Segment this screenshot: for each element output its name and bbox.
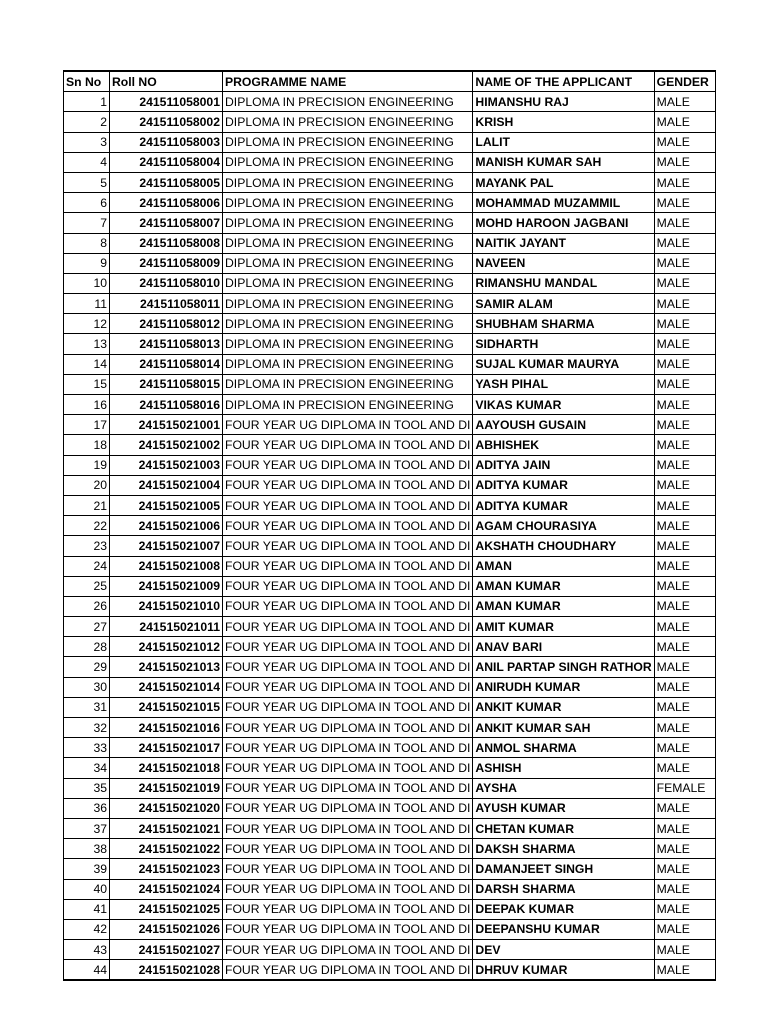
- cell-roll-no: 241511058009: [110, 253, 223, 273]
- cell-sn-no: 31: [64, 697, 110, 717]
- cell-gender: MALE: [654, 253, 715, 273]
- cell-roll-no: 241511058007: [110, 213, 223, 233]
- cell-gender: MALE: [654, 940, 715, 960]
- cell-programme-name: FOUR YEAR UG DIPLOMA IN TOOL AND DI: [223, 758, 473, 778]
- cell-sn-no: 36: [64, 798, 110, 818]
- cell-roll-no: 241515021017: [110, 738, 223, 758]
- table-row: [64, 516, 716, 536]
- cell-sn-no: 12: [64, 314, 110, 334]
- table-row: [64, 637, 716, 657]
- cell-applicant-name: NAITIK JAYANT: [473, 233, 654, 253]
- cell-sn-no: 26: [64, 596, 110, 616]
- cell-roll-no: 241515021011: [110, 617, 223, 637]
- table-row: [64, 334, 716, 354]
- cell-gender: MALE: [654, 172, 715, 192]
- cell-sn-no: 27: [64, 617, 110, 637]
- cell-applicant-name: MANISH KUMAR SAH: [473, 152, 654, 172]
- cell-roll-no: 241515021026: [110, 919, 223, 939]
- cell-applicant-name: ANKIT KUMAR SAH: [473, 718, 654, 738]
- cell-roll-no: 241515021010: [110, 596, 223, 616]
- cell-gender: MALE: [654, 314, 715, 334]
- cell-programme-name: DIPLOMA IN PRECISION ENGINEERING: [223, 314, 473, 334]
- cell-programme-name: DIPLOMA IN PRECISION ENGINEERING: [223, 213, 473, 233]
- cell-applicant-name: AKSHATH CHOUDHARY: [473, 536, 654, 556]
- cell-programme-name: FOUR YEAR UG DIPLOMA IN TOOL AND DI: [223, 495, 473, 515]
- cell-programme-name: DIPLOMA IN PRECISION ENGINEERING: [223, 112, 473, 132]
- cell-applicant-name: RIMANSHU MANDAL: [473, 273, 654, 293]
- cell-roll-no: 241515021008: [110, 556, 223, 576]
- cell-applicant-name: DAKSH SHARMA: [473, 839, 654, 859]
- table-row: [64, 112, 716, 132]
- cell-sn-no: 8: [64, 233, 110, 253]
- cell-gender: MALE: [654, 395, 715, 415]
- table-row: [64, 213, 716, 233]
- cell-roll-no: 241515021027: [110, 940, 223, 960]
- table-row: [64, 415, 716, 435]
- cell-roll-no: 241515021021: [110, 818, 223, 838]
- cell-programme-name: FOUR YEAR UG DIPLOMA IN TOOL AND DI: [223, 798, 473, 818]
- cell-programme-name: FOUR YEAR UG DIPLOMA IN TOOL AND DI: [223, 435, 473, 455]
- cell-applicant-name: ASHISH: [473, 758, 654, 778]
- cell-gender: MALE: [654, 718, 715, 738]
- cell-roll-no: 241511058013: [110, 334, 223, 354]
- cell-sn-no: 38: [64, 839, 110, 859]
- table-row: [64, 556, 716, 576]
- cell-roll-no: 241511058001: [110, 92, 223, 112]
- cell-programme-name: FOUR YEAR UG DIPLOMA IN TOOL AND DI: [223, 919, 473, 939]
- cell-roll-no: 241511058002: [110, 112, 223, 132]
- table-row: [64, 677, 716, 697]
- cell-sn-no: 21: [64, 495, 110, 515]
- cell-gender: MALE: [654, 92, 715, 112]
- cell-gender: MALE: [654, 758, 715, 778]
- table-row: [64, 596, 716, 616]
- cell-gender: MALE: [654, 919, 715, 939]
- cell-sn-no: 19: [64, 455, 110, 475]
- cell-gender: MALE: [654, 354, 715, 374]
- cell-sn-no: 32: [64, 718, 110, 738]
- applicant-table: [63, 70, 716, 981]
- cell-applicant-name: HIMANSHU RAJ: [473, 92, 654, 112]
- cell-sn-no: 39: [64, 859, 110, 879]
- cell-sn-no: 33: [64, 738, 110, 758]
- cell-applicant-name: AMAN KUMAR: [473, 596, 654, 616]
- cell-gender: MALE: [654, 415, 715, 435]
- cell-roll-no: 241511058008: [110, 233, 223, 253]
- cell-sn-no: 3: [64, 132, 110, 152]
- cell-programme-name: DIPLOMA IN PRECISION ENGINEERING: [223, 132, 473, 152]
- cell-programme-name: DIPLOMA IN PRECISION ENGINEERING: [223, 233, 473, 253]
- cell-programme-name: FOUR YEAR UG DIPLOMA IN TOOL AND DI: [223, 576, 473, 596]
- cell-applicant-name: SUJAL KUMAR MAURYA: [473, 354, 654, 374]
- cell-programme-name: DIPLOMA IN PRECISION ENGINEERING: [223, 193, 473, 213]
- cell-programme-name: FOUR YEAR UG DIPLOMA IN TOOL AND DI: [223, 455, 473, 475]
- table-row: [64, 778, 716, 798]
- table-row: [64, 455, 716, 475]
- table-row: [64, 818, 716, 838]
- cell-sn-no: 42: [64, 919, 110, 939]
- cell-roll-no: 241515021006: [110, 516, 223, 536]
- header-applicant-name: NAME OF THE APPLICANT: [473, 71, 654, 92]
- table-row: [64, 92, 716, 112]
- header-programme-name: PROGRAMME NAME: [223, 71, 473, 92]
- cell-roll-no: 241515021015: [110, 697, 223, 717]
- cell-applicant-name: ANIRUDH KUMAR: [473, 677, 654, 697]
- cell-programme-name: FOUR YEAR UG DIPLOMA IN TOOL AND DI: [223, 617, 473, 637]
- cell-programme-name: FOUR YEAR UG DIPLOMA IN TOOL AND DI: [223, 960, 473, 981]
- cell-gender: MALE: [654, 213, 715, 233]
- cell-applicant-name: AMIT KUMAR: [473, 617, 654, 637]
- cell-gender: MALE: [654, 596, 715, 616]
- cell-gender: MALE: [654, 798, 715, 818]
- cell-applicant-name: ADITYA KUMAR: [473, 475, 654, 495]
- cell-gender: MALE: [654, 435, 715, 455]
- cell-gender: MALE: [654, 152, 715, 172]
- cell-applicant-name: DAMANJEET SINGH: [473, 859, 654, 879]
- cell-gender: MALE: [654, 455, 715, 475]
- cell-programme-name: FOUR YEAR UG DIPLOMA IN TOOL AND DI: [223, 879, 473, 899]
- cell-applicant-name: AGAM CHOURASIYA: [473, 516, 654, 536]
- cell-gender: MALE: [654, 374, 715, 394]
- cell-applicant-name: ADITYA KUMAR: [473, 495, 654, 515]
- cell-programme-name: DIPLOMA IN PRECISION ENGINEERING: [223, 253, 473, 273]
- cell-applicant-name: CHETAN KUMAR: [473, 818, 654, 838]
- cell-sn-no: 9: [64, 253, 110, 273]
- table-row: [64, 738, 716, 758]
- cell-programme-name: FOUR YEAR UG DIPLOMA IN TOOL AND DI: [223, 718, 473, 738]
- table-row: [64, 273, 716, 293]
- cell-applicant-name: MOHAMMAD MUZAMMIL: [473, 193, 654, 213]
- cell-gender: MALE: [654, 637, 715, 657]
- cell-roll-no: 241515021018: [110, 758, 223, 778]
- cell-programme-name: FOUR YEAR UG DIPLOMA IN TOOL AND DI: [223, 778, 473, 798]
- cell-gender: MALE: [654, 556, 715, 576]
- cell-roll-no: 241515021013: [110, 657, 223, 677]
- cell-programme-name: FOUR YEAR UG DIPLOMA IN TOOL AND DI: [223, 899, 473, 919]
- table-row: [64, 475, 716, 495]
- cell-applicant-name: DEV: [473, 940, 654, 960]
- header-gender: GENDER: [654, 71, 715, 92]
- table-row: [64, 758, 716, 778]
- cell-programme-name: FOUR YEAR UG DIPLOMA IN TOOL AND DI: [223, 697, 473, 717]
- cell-programme-name: DIPLOMA IN PRECISION ENGINEERING: [223, 172, 473, 192]
- cell-roll-no: 241511058011: [110, 294, 223, 314]
- cell-applicant-name: ANAV BARI: [473, 637, 654, 657]
- cell-programme-name: DIPLOMA IN PRECISION ENGINEERING: [223, 92, 473, 112]
- cell-sn-no: 40: [64, 879, 110, 899]
- cell-sn-no: 24: [64, 556, 110, 576]
- cell-programme-name: DIPLOMA IN PRECISION ENGINEERING: [223, 334, 473, 354]
- cell-applicant-name: YASH PIHAL: [473, 374, 654, 394]
- cell-sn-no: 25: [64, 576, 110, 596]
- cell-sn-no: 13: [64, 334, 110, 354]
- cell-programme-name: FOUR YEAR UG DIPLOMA IN TOOL AND DI: [223, 677, 473, 697]
- cell-roll-no: 241515021004: [110, 475, 223, 495]
- cell-applicant-name: MOHD HAROON JAGBANI: [473, 213, 654, 233]
- table-row: [64, 354, 716, 374]
- table-row: [64, 798, 716, 818]
- cell-gender: MALE: [654, 657, 715, 677]
- cell-roll-no: 241511058016: [110, 395, 223, 415]
- table-row: [64, 435, 716, 455]
- cell-programme-name: FOUR YEAR UG DIPLOMA IN TOOL AND DI: [223, 516, 473, 536]
- cell-applicant-name: SHUBHAM SHARMA: [473, 314, 654, 334]
- table-row: [64, 395, 716, 415]
- cell-sn-no: 43: [64, 940, 110, 960]
- cell-sn-no: 29: [64, 657, 110, 677]
- cell-applicant-name: ABHISHEK: [473, 435, 654, 455]
- cell-roll-no: 241511058014: [110, 354, 223, 374]
- cell-gender: MALE: [654, 818, 715, 838]
- cell-roll-no: 241515021003: [110, 455, 223, 475]
- cell-gender: MALE: [654, 516, 715, 536]
- cell-roll-no: 241515021022: [110, 839, 223, 859]
- cell-programme-name: FOUR YEAR UG DIPLOMA IN TOOL AND DI: [223, 657, 473, 677]
- cell-programme-name: FOUR YEAR UG DIPLOMA IN TOOL AND DI: [223, 738, 473, 758]
- cell-gender: MALE: [654, 879, 715, 899]
- table-row: [64, 253, 716, 273]
- cell-roll-no: 241515021001: [110, 415, 223, 435]
- table-row: [64, 718, 716, 738]
- table-row: [64, 132, 716, 152]
- table-row: [64, 152, 716, 172]
- cell-roll-no: 241515021007: [110, 536, 223, 556]
- table-row: [64, 940, 716, 960]
- cell-gender: FEMALE: [654, 778, 715, 798]
- cell-gender: MALE: [654, 839, 715, 859]
- cell-programme-name: DIPLOMA IN PRECISION ENGINEERING: [223, 294, 473, 314]
- cell-applicant-name: NAVEEN: [473, 253, 654, 273]
- table-row: [64, 172, 716, 192]
- cell-applicant-name: SAMIR ALAM: [473, 294, 654, 314]
- cell-sn-no: 2: [64, 112, 110, 132]
- cell-applicant-name: KRISH: [473, 112, 654, 132]
- cell-applicant-name: AYUSH KUMAR: [473, 798, 654, 818]
- cell-programme-name: DIPLOMA IN PRECISION ENGINEERING: [223, 152, 473, 172]
- cell-applicant-name: ANIL PARTAP SINGH RATHOR: [473, 657, 654, 677]
- cell-sn-no: 14: [64, 354, 110, 374]
- cell-programme-name: FOUR YEAR UG DIPLOMA IN TOOL AND DI: [223, 475, 473, 495]
- cell-programme-name: FOUR YEAR UG DIPLOMA IN TOOL AND DI: [223, 556, 473, 576]
- cell-gender: MALE: [654, 677, 715, 697]
- cell-roll-no: 241515021009: [110, 576, 223, 596]
- cell-sn-no: 22: [64, 516, 110, 536]
- cell-roll-no: 241515021024: [110, 879, 223, 899]
- cell-programme-name: DIPLOMA IN PRECISION ENGINEERING: [223, 395, 473, 415]
- table-row: [64, 233, 716, 253]
- cell-programme-name: DIPLOMA IN PRECISION ENGINEERING: [223, 354, 473, 374]
- cell-roll-no: 241511058006: [110, 193, 223, 213]
- cell-gender: MALE: [654, 617, 715, 637]
- table-row: [64, 294, 716, 314]
- cell-gender: MALE: [654, 576, 715, 596]
- cell-roll-no: 241515021020: [110, 798, 223, 818]
- cell-roll-no: 241511058015: [110, 374, 223, 394]
- table-row: [64, 919, 716, 939]
- cell-gender: MALE: [654, 536, 715, 556]
- cell-roll-no: 241511058012: [110, 314, 223, 334]
- cell-programme-name: FOUR YEAR UG DIPLOMA IN TOOL AND DI: [223, 839, 473, 859]
- cell-gender: MALE: [654, 112, 715, 132]
- cell-sn-no: 30: [64, 677, 110, 697]
- cell-gender: MALE: [654, 475, 715, 495]
- cell-roll-no: 241511058003: [110, 132, 223, 152]
- cell-gender: MALE: [654, 334, 715, 354]
- cell-roll-no: 241515021019: [110, 778, 223, 798]
- cell-applicant-name: ANKIT KUMAR: [473, 697, 654, 717]
- table-row: [64, 899, 716, 919]
- table-body: [64, 92, 716, 981]
- cell-sn-no: 1: [64, 92, 110, 112]
- cell-roll-no: 241511058005: [110, 172, 223, 192]
- cell-roll-no: 241515021014: [110, 677, 223, 697]
- table-row: [64, 839, 716, 859]
- cell-gender: MALE: [654, 738, 715, 758]
- cell-sn-no: 4: [64, 152, 110, 172]
- cell-sn-no: 28: [64, 637, 110, 657]
- header-sn-no: Sn No: [64, 71, 110, 92]
- cell-programme-name: FOUR YEAR UG DIPLOMA IN TOOL AND DI: [223, 536, 473, 556]
- cell-gender: MALE: [654, 960, 715, 981]
- cell-sn-no: 5: [64, 172, 110, 192]
- cell-sn-no: 35: [64, 778, 110, 798]
- cell-roll-no: 241515021023: [110, 859, 223, 879]
- cell-gender: MALE: [654, 193, 715, 213]
- cell-gender: MALE: [654, 859, 715, 879]
- cell-programme-name: FOUR YEAR UG DIPLOMA IN TOOL AND DI: [223, 415, 473, 435]
- table-row: [64, 374, 716, 394]
- cell-sn-no: 34: [64, 758, 110, 778]
- cell-programme-name: FOUR YEAR UG DIPLOMA IN TOOL AND DI: [223, 859, 473, 879]
- cell-sn-no: 16: [64, 395, 110, 415]
- cell-sn-no: 44: [64, 960, 110, 981]
- cell-applicant-name: DEEPANSHU KUMAR: [473, 919, 654, 939]
- header-roll-no: Roll NO: [110, 71, 223, 92]
- cell-sn-no: 18: [64, 435, 110, 455]
- cell-gender: MALE: [654, 899, 715, 919]
- cell-applicant-name: VIKAS KUMAR: [473, 395, 654, 415]
- cell-sn-no: 11: [64, 294, 110, 314]
- cell-sn-no: 6: [64, 193, 110, 213]
- table-row: [64, 193, 716, 213]
- cell-roll-no: 241515021012: [110, 637, 223, 657]
- cell-roll-no: 241515021002: [110, 435, 223, 455]
- cell-programme-name: FOUR YEAR UG DIPLOMA IN TOOL AND DI: [223, 818, 473, 838]
- table-row: [64, 617, 716, 637]
- cell-sn-no: 20: [64, 475, 110, 495]
- cell-sn-no: 41: [64, 899, 110, 919]
- table-row: [64, 576, 716, 596]
- cell-programme-name: FOUR YEAR UG DIPLOMA IN TOOL AND DI: [223, 940, 473, 960]
- table-row: [64, 960, 716, 981]
- cell-gender: MALE: [654, 233, 715, 253]
- cell-gender: MALE: [654, 697, 715, 717]
- cell-sn-no: 7: [64, 213, 110, 233]
- cell-gender: MALE: [654, 294, 715, 314]
- cell-programme-name: FOUR YEAR UG DIPLOMA IN TOOL AND DI: [223, 637, 473, 657]
- cell-applicant-name: ADITYA JAIN: [473, 455, 654, 475]
- cell-sn-no: 17: [64, 415, 110, 435]
- cell-applicant-name: DARSH SHARMA: [473, 879, 654, 899]
- cell-gender: MALE: [654, 495, 715, 515]
- table-row: [64, 314, 716, 334]
- cell-roll-no: 241515021028: [110, 960, 223, 981]
- cell-sn-no: 37: [64, 818, 110, 838]
- cell-applicant-name: DHRUV KUMAR: [473, 960, 654, 981]
- table-row: [64, 859, 716, 879]
- cell-applicant-name: MAYANK PAL: [473, 172, 654, 192]
- cell-roll-no: 241515021005: [110, 495, 223, 515]
- header-row: [64, 71, 716, 92]
- cell-applicant-name: AMAN: [473, 556, 654, 576]
- cell-gender: MALE: [654, 132, 715, 152]
- cell-programme-name: FOUR YEAR UG DIPLOMA IN TOOL AND DI: [223, 596, 473, 616]
- table-row: [64, 879, 716, 899]
- cell-roll-no: 241511058004: [110, 152, 223, 172]
- table-row: [64, 697, 716, 717]
- cell-applicant-name: ANMOL SHARMA: [473, 738, 654, 758]
- cell-applicant-name: AMAN KUMAR: [473, 576, 654, 596]
- cell-applicant-name: LALIT: [473, 132, 654, 152]
- cell-roll-no: 241511058010: [110, 273, 223, 293]
- cell-sn-no: 10: [64, 273, 110, 293]
- cell-applicant-name: DEEPAK KUMAR: [473, 899, 654, 919]
- cell-sn-no: 23: [64, 536, 110, 556]
- table-row: [64, 657, 716, 677]
- table-row: [64, 495, 716, 515]
- cell-applicant-name: AYSHA: [473, 778, 654, 798]
- cell-programme-name: DIPLOMA IN PRECISION ENGINEERING: [223, 273, 473, 293]
- cell-programme-name: DIPLOMA IN PRECISION ENGINEERING: [223, 374, 473, 394]
- cell-roll-no: 241515021016: [110, 718, 223, 738]
- cell-gender: MALE: [654, 273, 715, 293]
- cell-roll-no: 241515021025: [110, 899, 223, 919]
- cell-applicant-name: AAYOUSH GUSAIN: [473, 415, 654, 435]
- cell-applicant-name: SIDHARTH: [473, 334, 654, 354]
- cell-sn-no: 15: [64, 374, 110, 394]
- table-row: [64, 536, 716, 556]
